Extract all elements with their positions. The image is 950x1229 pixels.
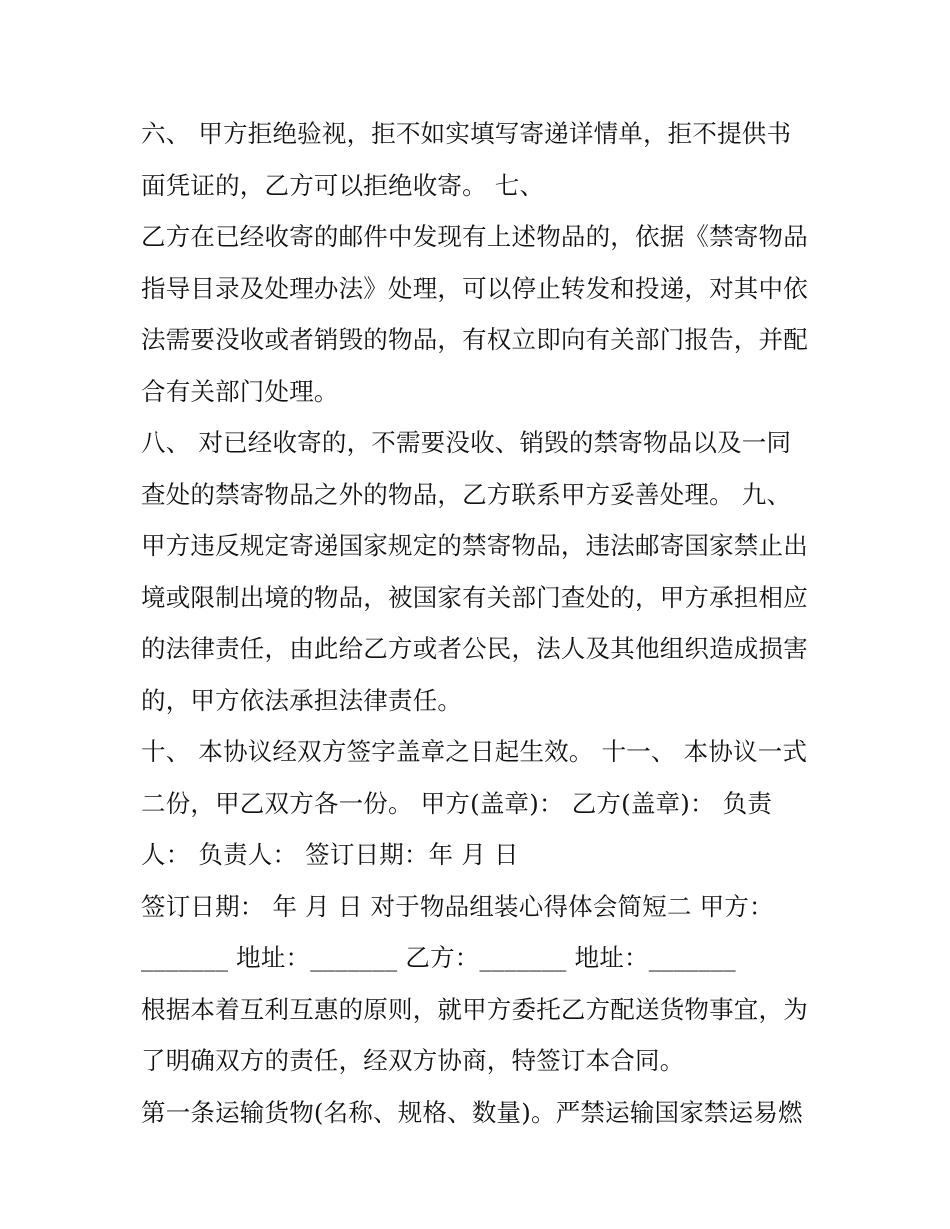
text-line: 法需要没收或者销毁的物品，有权立即向有关部门报告，并配 [141, 325, 808, 354]
text-line: 签订日期： 年 月 日 对于物品组装心得体会简短二 甲方： [141, 891, 774, 921]
text-line: 查处的禁寄物品之外的物品，乙方联系甲方妥善处理。 九、 [141, 479, 792, 509]
text-line: 十、 本协议经双方签字盖章之日起生效。 十一、 本协议一式 [141, 737, 808, 766]
text-line: 指导目录及处理办法》处理，可以停止转发和投递，对其中依 [141, 273, 808, 303]
text-line: 面凭证的，乙方可以拒绝收寄。 七、 [141, 170, 545, 200]
text-line: 境或限制出境的物品，被国家有关部门查处的，甲方承担相应 [141, 582, 808, 612]
text-line: 八、 对已经收寄的，不需要没收、销毁的禁寄物品以及一同 [141, 428, 792, 457]
text-line: 六、 甲方拒绝验视，拒不如实填写寄递详情单，拒不提供书 [141, 119, 792, 148]
text-line: 人： 负责人： 签订日期：年 月 日 [141, 840, 519, 869]
document-body [141, 108, 821, 1138]
text-line: 的，甲方依法承担法律责任。 [141, 685, 463, 715]
text-line: 的法律责任，由此给乙方或者公民，法人及其他组织造成损害 [141, 634, 808, 663]
text-line: 合有关部门处理。 [141, 376, 339, 406]
text-line: 了明确双方的责任，经双方协商，特签订本合同。 [141, 1046, 685, 1075]
text-line: 乙方在已经收寄的邮件中发现有上述物品的，依据《禁寄物品 [141, 222, 808, 251]
text-line: _______ 地址：_______ 乙方：_______ 地址：_______ [141, 943, 736, 972]
text-line: 二份，甲乙双方各一份。 甲方(盖章)： 乙方(盖章)： 负责 [141, 788, 773, 818]
text-line: 甲方违反规定寄递国家规定的禁寄物品，违法邮寄国家禁止出 [141, 531, 808, 560]
text-line: 根据本着互利互惠的原则，就甲方委托乙方配送货物事宜，为 [141, 994, 808, 1024]
text-line: 第一条运输货物(名称、规格、数量)。严禁运输国家禁运易燃 [141, 1097, 803, 1127]
